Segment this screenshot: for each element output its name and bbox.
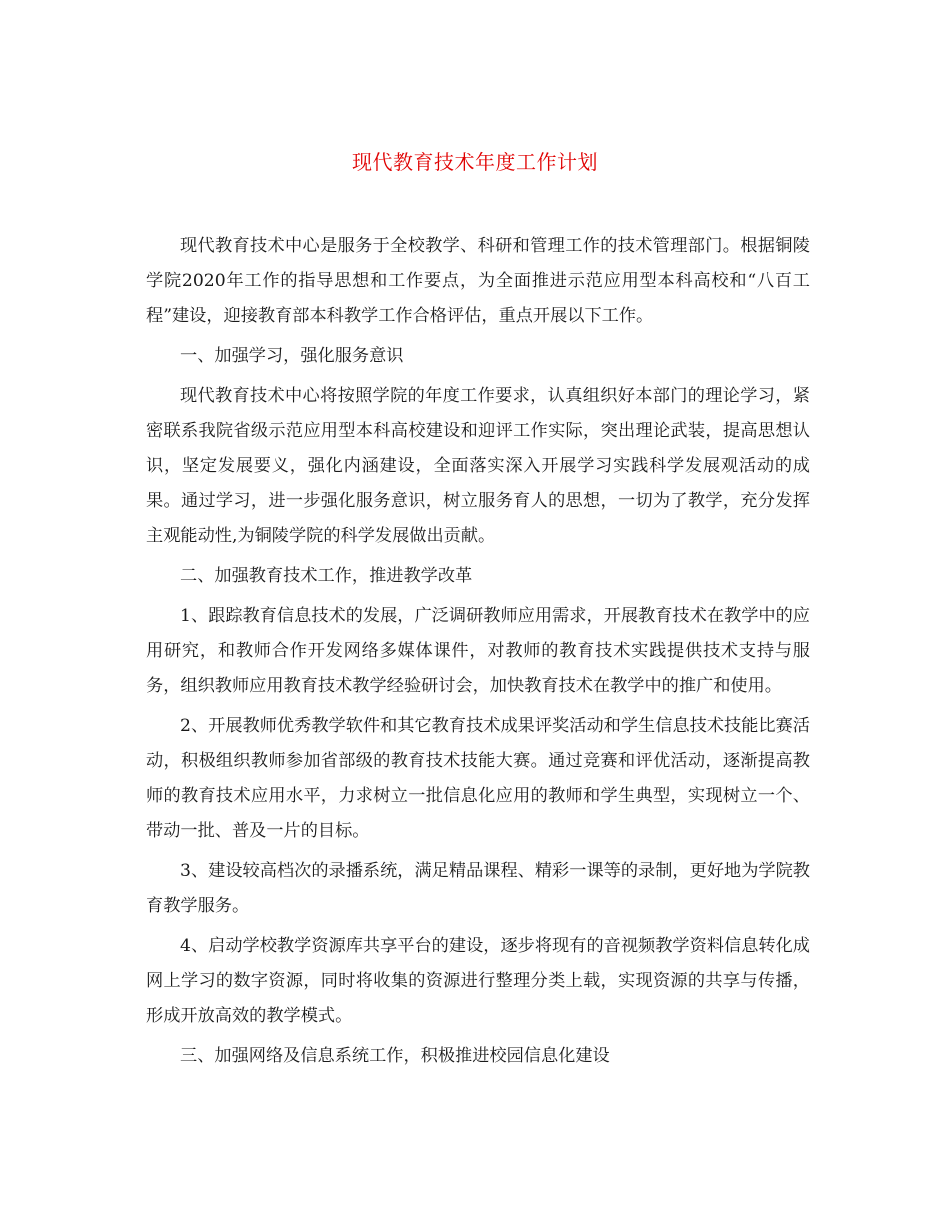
intro-paragraph: 现代教育技术中心是服务于全校教学、科研和管理工作的技术管理部门。根据铜陵学院2020年工作的指导思想和工作要点，为全面推进示范应用型本科高校和“八百工程”建设，迎接教育部本科教学工作合格评估，重点开展以下工作。 [146, 236, 810, 326]
section-2-item-4: 4、启动学校教学资源库共享平台的建设，逐步将现有的音视频教学资料信息转化成网上学习的数字资源，同时将收集的资源进行整理分类上载，实现资源的共享与传播，形成开放高效的教学模式。 [146, 936, 810, 1026]
section-2-item-1: 1、跟踪教育信息技术的发展，广泛调研教师应用需求，开展教育技术在教学中的应用研究，和教师合作开发网络多媒体课件，对教师的教育技术实践提供技术支持与服务，组织教师应用教育技术教学经验研讨会，加快教育技术在教学中的推广和使用。 [146, 606, 810, 696]
document-title: 现代教育技术年度工作计划 [352, 150, 598, 174]
section-1-paragraph: 现代教育技术中心将按照学院的年度工作要求，认真组织好本部门的理论学习，紧密联系我院省级示范应用型本科高校建设和迎评工作实际，突出理论武装，提高思想认识，坚定发展要义，强化内涵建设，全面落实深入开展学习实践科学发展观活动的成果。通过学习，进一步强化服务意识，树立服务育人的思想，一切为了教学，充分发挥主观能动性,为铜陵学院的科学发展做出贡献。 [146, 386, 810, 546]
section-heading-1: 一、加强学习，强化服务意识 [180, 346, 404, 366]
section-2-item-2: 2、开展教师优秀教学软件和其它教育技术成果评奖活动和学生信息技术技能比赛活动，积极组织教师参加省部级的教育技术技能大赛。通过竞赛和评优活动，逐渐提高教师的教育技术应用水平，力求树立一批信息化应用的教师和学生典型，实现树立一个、带动一批、普及一片的目标。 [146, 716, 810, 841]
section-heading-2: 二、加强教育技术工作，推进教学改革 [180, 566, 473, 586]
section-2-item-3: 3、建设较高档次的录播系统，满足精品课程、精彩一课等的录制，更好地为学院教育教学服务。 [146, 861, 810, 916]
document-body [146, 229, 810, 1079]
section-heading-3: 三、加强网络及信息系统工作，积极推进校园信息化建设 [180, 1046, 610, 1066]
